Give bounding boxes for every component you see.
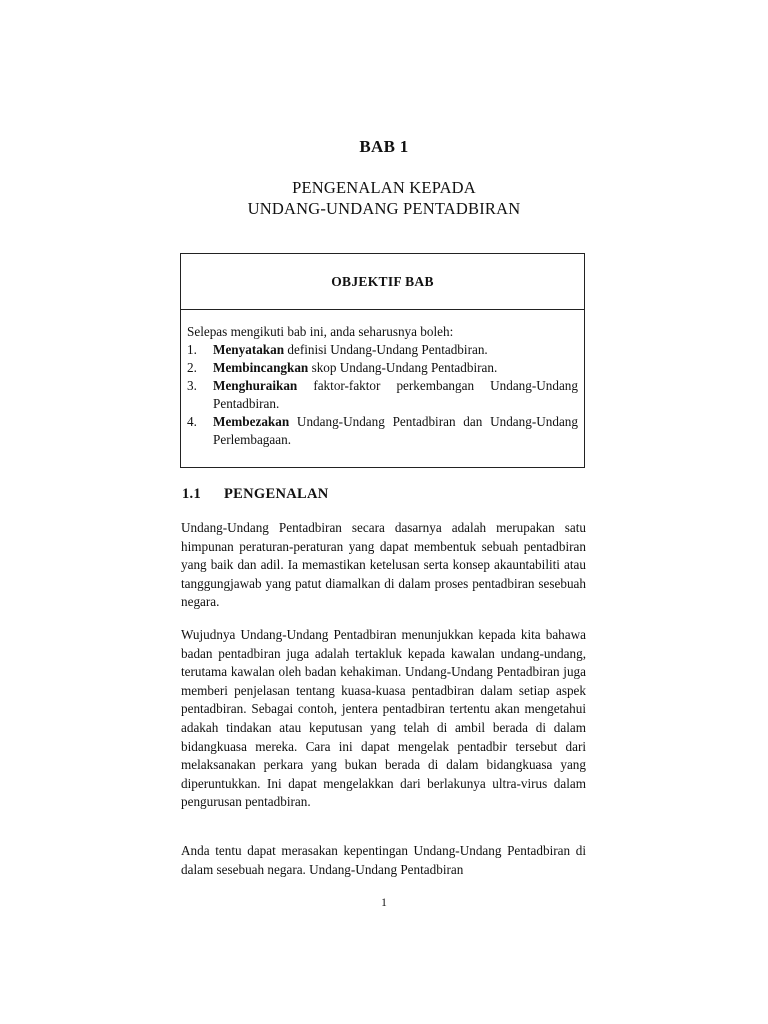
objective-rest: skop Undang-Undang Pentadbiran. [308,360,498,375]
body-paragraph: Undang-Undang Pentadbiran secara dasarnya adalah merupakan satu himpunan peraturan-peraturan yang dapat membentuk sebuah pentadbiran yang baik dan adil. Ia memastikan ketelusan serta konsep akauntabiliti atau tanggungjawab yang patut diamalkan di dalam proses pentadbiran sesebuah negara. [181,520,586,610]
objective-rest: Undang-Undang Pentadbiran dan Undang-Undang Perlembagaan. [213,414,578,447]
objective-number: 2. [187,360,197,375]
objective-text [213,377,578,413]
objective-number: 3. [187,378,197,393]
objective-number: 1. [187,342,197,357]
objective-rest: definisi Undang-Undang Pentadbiran. [284,342,488,357]
objectives-heading: OBJEKTIF BAB [181,254,584,310]
objective-verb: Membincangkan [213,360,309,375]
chapter-title-line-2: UNDANG-UNDANG PENTADBIRAN [247,199,521,218]
section-heading [182,486,329,503]
objective-item [187,413,578,449]
section-title: PENGENALAN [224,486,329,502]
chapter-label: BAB 1 [359,137,409,156]
chapter-title-line-1: PENGENALAN KEPADA [292,178,476,197]
objectives-box [180,253,585,468]
objectives-list [187,341,578,449]
section-number: 1.1 [182,486,202,502]
objective-verb: Menyatakan [213,342,285,357]
body-paragraph: Anda tentu dapat merasakan kepentingan Undang-Undang Pentadbiran di dalam sesebuah negara. Undang-Undang Pentadbiran [181,843,586,877]
objective-item [187,341,578,359]
objective-verb: Menghuraikan [213,378,298,393]
body-paragraph: Wujudnya Undang-Undang Pentadbiran menunjukkan kepada kita bahawa badan pentadbiran juga adalah tertakluk kepada kawalan undang-undang, terutama kawalan oleh badan kehakiman. Undang-Undang Pentadbiran juga memberi penjelasan tentang kuasa-kuasa pentadbiran dalam setiap aspek pentadbiran. Sebagai contoh, jentera pentadbiran tertentu akan mengetahui adakah tindakan atau keputusan yang telah di ambil berada di dalam bidangkuasa mereka. Cara ini dapat mengelak pentadbir tersebut dari melaksanakan perkara yang bukan berada di dalam bidangkuasa yang diperuntukkan. Ini dapat mengelakkan dari berlakunya ultra-virus dalam pengurusan pentadbiran. [181,627,586,810]
objective-rest: faktor-faktor perkembangan Undang-Undang Pentadbiran. [213,378,578,411]
page-number: 1 [381,897,387,909]
objective-verb: Membezakan [213,414,290,429]
objective-number: 4. [187,414,197,429]
objective-text [213,413,578,449]
objective-item [187,359,578,377]
objective-text [213,359,578,377]
objectives-intro: Selepas mengikuti bab ini, anda seharusnya boleh: [187,324,454,339]
chapter-title [0,177,768,219]
objectives-body [181,310,584,449]
objective-item [187,377,578,413]
objective-text [213,341,578,359]
